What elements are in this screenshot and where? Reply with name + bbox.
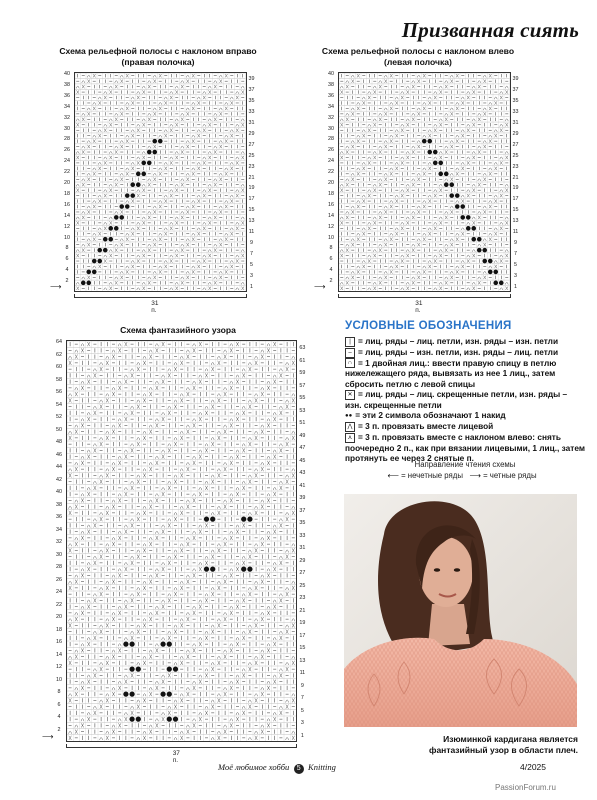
- row-number-left: 36: [64, 92, 70, 99]
- row-number-right: 39: [248, 76, 255, 83]
- row-number-right: 25: [248, 152, 255, 159]
- row-number-right: 43: [299, 470, 306, 477]
- row-number-right: 21: [248, 174, 255, 181]
- row-number-left: 28: [64, 136, 70, 143]
- chart-grid: [338, 72, 511, 292]
- row-number-right: 7: [250, 250, 253, 257]
- row-number-left: 14: [56, 651, 62, 658]
- row-number-left: 36: [56, 514, 62, 520]
- row-number-left: 8: [65, 245, 69, 252]
- row-number-right: 23: [248, 163, 255, 170]
- row-number-left: 18: [328, 190, 334, 197]
- row-start-arrow-icon: ⟶: [42, 732, 54, 741]
- row-number-right: 17: [299, 632, 306, 639]
- row-number-right: 9: [300, 682, 304, 689]
- legend-item-yarn-over: ●● = эти 2 символа обозначают 1 накид: [345, 410, 506, 421]
- chart-grid: [74, 72, 247, 292]
- row-number-left: 10: [64, 234, 70, 241]
- chart-right-title: [58, 46, 258, 68]
- row-number-right: 1: [300, 732, 304, 739]
- width-label: 31 п.: [151, 300, 159, 314]
- purl-symbol-icon: –: [345, 348, 355, 358]
- row-number-right: 63: [299, 345, 306, 352]
- row-number-left: 24: [328, 158, 334, 165]
- row-number-right: 9: [514, 239, 517, 246]
- chart-symbols: [67, 341, 296, 741]
- row-number-left: 38: [56, 501, 62, 508]
- footer-magazine: [218, 762, 336, 774]
- row-number-right: 55: [299, 395, 306, 402]
- row-number-left: 4: [65, 267, 69, 274]
- row-number-left: 22: [64, 169, 70, 176]
- row-number-left: 16: [56, 639, 62, 645]
- width-bracket: [74, 294, 247, 298]
- chart-right-title-line2: (правая полочка): [121, 57, 195, 67]
- knit-symbol-icon: |: [345, 337, 355, 347]
- row-number-right: 31: [248, 120, 255, 127]
- row-number-left: 34: [328, 103, 334, 110]
- row-number-right: 17: [248, 196, 255, 203]
- row-number-right: 3: [514, 272, 517, 279]
- row-number-left: 56: [56, 389, 62, 395]
- row-number-left: 22: [328, 169, 334, 176]
- width-bracket: [66, 744, 297, 748]
- row-number-right: 51: [299, 420, 306, 427]
- watermark: PassionForum.ru: [495, 783, 556, 792]
- yarn-over-symbol-icon: ●●: [345, 413, 353, 420]
- row-number-left: 2: [329, 278, 333, 285]
- row-number-right: 17: [512, 196, 519, 203]
- row-number-left: 6: [65, 256, 69, 263]
- row-number-right: 23: [299, 595, 306, 602]
- row-number-left: 24: [56, 589, 62, 595]
- row-number-left: 4: [329, 267, 333, 274]
- row-number-right: 33: [248, 109, 255, 116]
- row-number-right: 19: [299, 620, 306, 627]
- row-number-right: 13: [299, 657, 306, 664]
- row-number-left: 34: [64, 103, 70, 110]
- row-number-right: 1: [250, 283, 253, 290]
- row-number-right: 41: [299, 482, 306, 489]
- row-number-right: 23: [512, 163, 519, 170]
- row-number-left: 38: [64, 81, 70, 88]
- row-number-left: 8: [329, 245, 333, 252]
- row-number-left: 30: [64, 125, 70, 132]
- row-number-right: 19: [248, 185, 255, 192]
- row-number-right: 37: [248, 87, 255, 94]
- row-number-left: 10: [56, 676, 62, 683]
- row-number-right: 39: [512, 76, 519, 83]
- row-number-right: 3: [250, 272, 253, 279]
- row-number-right: 21: [512, 174, 519, 181]
- row-number-left: 50: [56, 426, 62, 433]
- chart-symbols: [75, 73, 246, 291]
- row-number-left: 32: [64, 114, 70, 121]
- row-number-right: 29: [512, 130, 519, 137]
- row-number-left: 62: [56, 351, 62, 358]
- row-number-left: 44: [56, 464, 62, 470]
- row-number-right: 19: [512, 185, 519, 192]
- row-number-right: 29: [248, 130, 255, 137]
- row-number-left: 48: [56, 439, 62, 445]
- direction-legend: ⟵ = нечетные ряды ⟶ = четные ряды: [387, 471, 537, 480]
- arrow-left-icon: ⟵: [387, 471, 399, 480]
- row-number-left: 28: [328, 136, 334, 143]
- row-number-right: 57: [299, 382, 306, 389]
- row-number-right: 25: [512, 152, 519, 159]
- legend-list: [345, 336, 585, 463]
- photo-caption: [330, 734, 578, 756]
- row-number-right: 59: [299, 370, 306, 377]
- row-number-right: 33: [299, 532, 306, 539]
- row-start-arrow-icon: ⟶: [50, 282, 62, 291]
- row-number-left: 54: [56, 401, 62, 408]
- row-number-left: 14: [328, 212, 334, 219]
- row-number-left: 14: [64, 212, 70, 219]
- row-number-left: 30: [328, 125, 334, 132]
- row-number-right: 49: [299, 432, 306, 439]
- row-number-left: 30: [56, 551, 62, 558]
- row-number-left: 40: [56, 489, 62, 495]
- row-number-right: 7: [300, 695, 304, 702]
- row-number-left: 32: [56, 539, 62, 545]
- magazine-name: Моё любимое хобби: [218, 762, 290, 772]
- row-start-arrow-icon: ⟶: [314, 282, 326, 291]
- row-number-left: 6: [57, 701, 61, 708]
- row-number-left: 42: [56, 476, 62, 483]
- chart-right-title-line1: Схема рельефной полосы с наклоном вправо: [59, 46, 257, 56]
- row-number-left: 38: [328, 81, 334, 88]
- row-number-left: 36: [328, 92, 334, 99]
- row-number-left: 8: [57, 689, 61, 695]
- chart-left-title: [318, 46, 518, 68]
- row-number-right: 21: [299, 607, 306, 614]
- row-number-left: 4: [57, 714, 61, 720]
- row-number-left: 16: [328, 201, 334, 208]
- crossed-stitch-symbol-icon: ✕: [345, 390, 355, 400]
- row-number-right: 35: [299, 520, 306, 527]
- section-title: Призванная сиять: [401, 18, 579, 42]
- sk2p-symbol-icon: ⋏: [345, 433, 355, 443]
- row-number-left: 46: [56, 451, 62, 458]
- row-number-right: 61: [299, 357, 306, 364]
- row-number-left: 40: [64, 71, 70, 77]
- row-number-right: 25: [299, 582, 306, 589]
- legend-item-double-knit: ∩ = 1 двойная лиц.: ввести правую спицу в петлю нижележащего ряда, вывязать из нее 1 лиц., затем сбросить петлю с левой спицы: [345, 357, 557, 389]
- row-number-left: 12: [56, 664, 62, 670]
- row-number-right: 5: [250, 261, 253, 268]
- row-number-left: 26: [328, 147, 334, 154]
- row-number-right: 39: [299, 495, 306, 502]
- legend-title: УСЛОВНЫЕ ОБОЗНАЧЕНИЯ: [345, 320, 512, 332]
- row-number-left: 24: [64, 158, 70, 165]
- row-number-right: 13: [248, 218, 255, 225]
- row-number-left: 18: [56, 626, 62, 633]
- row-number-left: 40: [328, 71, 334, 77]
- width-bracket: [338, 294, 511, 298]
- row-number-left: 26: [64, 147, 70, 154]
- row-number-right: 15: [512, 207, 519, 214]
- woman-in-cardigan-illustration: [344, 494, 577, 727]
- row-number-left: 20: [64, 180, 70, 186]
- row-number-left: 26: [56, 576, 62, 583]
- row-number-right: 15: [248, 207, 255, 214]
- width-label: 31 п.: [415, 300, 423, 314]
- row-number-right: 31: [299, 545, 306, 552]
- row-number-right: 29: [299, 557, 306, 564]
- row-number-right: 31: [512, 120, 519, 127]
- row-number-right: 53: [299, 407, 306, 414]
- legend-item-crossed: ✕ = лиц. ряды – лиц. скрещенные петли, изн. ряды – изн. скрещенные петли: [345, 389, 568, 411]
- row-number-left: 20: [328, 180, 334, 186]
- row-number-right: 3: [300, 720, 304, 727]
- row-number-left: 60: [56, 364, 62, 370]
- model-photo: [344, 494, 577, 727]
- chart-grid: [66, 340, 297, 742]
- row-number-right: 15: [299, 645, 306, 652]
- row-number-right: 7: [514, 250, 517, 257]
- chart-left-title-line2: (левая полочка): [384, 57, 452, 67]
- row-number-left: 58: [56, 376, 62, 383]
- photo-caption-line2: фантазийный узор в области плеч.: [429, 745, 578, 755]
- row-number-right: 5: [300, 707, 304, 714]
- row-number-right: 11: [248, 229, 255, 236]
- row-number-right: 9: [250, 239, 253, 246]
- row-number-right: 35: [512, 98, 519, 105]
- row-number-right: 11: [299, 670, 306, 677]
- row-number-right: 11: [512, 229, 519, 236]
- legend-item-sk2p: ⋏ = 3 п. провязать вместе с наклоном влево: снять поочередно 2 п., как при вязании лицевыми, 1 лиц., затем протянуть ее через 2 снятые п.: [345, 431, 586, 463]
- row-number-left: 16: [64, 201, 70, 208]
- row-number-right: 27: [299, 570, 306, 577]
- row-number-right: 37: [512, 87, 519, 94]
- row-number-left: 52: [56, 414, 62, 420]
- row-number-left: 64: [56, 339, 62, 345]
- row-number-left: 2: [65, 278, 69, 285]
- row-number-left: 12: [64, 223, 70, 230]
- width-label: 37 п.: [172, 750, 180, 764]
- legend-item-k3tog: ⋀ = 3 п. провязать вместе лицевой: [345, 421, 585, 432]
- row-number-right: 27: [512, 141, 519, 148]
- row-number-right: 47: [299, 445, 306, 452]
- legend-item-purl: – = лиц. ряды – изн. петли, изн. ряды – лиц. петли: [345, 347, 585, 358]
- row-number-right: 35: [248, 98, 255, 105]
- row-number-left: 32: [328, 114, 334, 121]
- row-number-left: 20: [56, 614, 62, 620]
- k3tog-symbol-icon: ⋀: [345, 422, 355, 432]
- chart-symbols: [339, 73, 510, 291]
- row-number-right: 45: [299, 457, 306, 464]
- chart-left-title-line1: Схема рельефной полосы с наклоном влево: [321, 46, 515, 56]
- direction-title: Направление чтения схемы: [414, 460, 516, 469]
- double-knit-symbol-icon: ∩: [345, 358, 355, 368]
- row-number-left: 22: [56, 601, 62, 608]
- series-name: Knitting: [308, 762, 336, 772]
- photo-caption-line1: Изюминкой кардигана является: [443, 734, 578, 744]
- footer-issue: 4/2025: [520, 762, 546, 772]
- row-number-left: 6: [329, 256, 333, 263]
- row-number-right: 33: [512, 109, 519, 116]
- row-number-left: 2: [57, 726, 61, 733]
- chart-fancy-title: Схема фантазийного узора: [120, 325, 236, 335]
- row-number-right: 27: [248, 141, 255, 148]
- row-number-left: 34: [56, 526, 62, 533]
- page-number-badge: 5: [294, 764, 304, 774]
- row-number-left: 18: [64, 190, 70, 197]
- row-number-left: 10: [328, 234, 334, 241]
- row-number-right: 13: [512, 218, 519, 225]
- row-number-left: 28: [56, 564, 62, 570]
- row-number-right: 1: [514, 283, 517, 290]
- legend-item-knit: | = лиц. ряды – лиц. петли, изн. ряды – изн. петли: [345, 336, 585, 347]
- row-number-right: 5: [514, 261, 517, 268]
- row-number-left: 12: [328, 223, 334, 230]
- row-number-right: 37: [299, 507, 306, 514]
- arrow-right-icon: ⟶: [469, 471, 481, 480]
